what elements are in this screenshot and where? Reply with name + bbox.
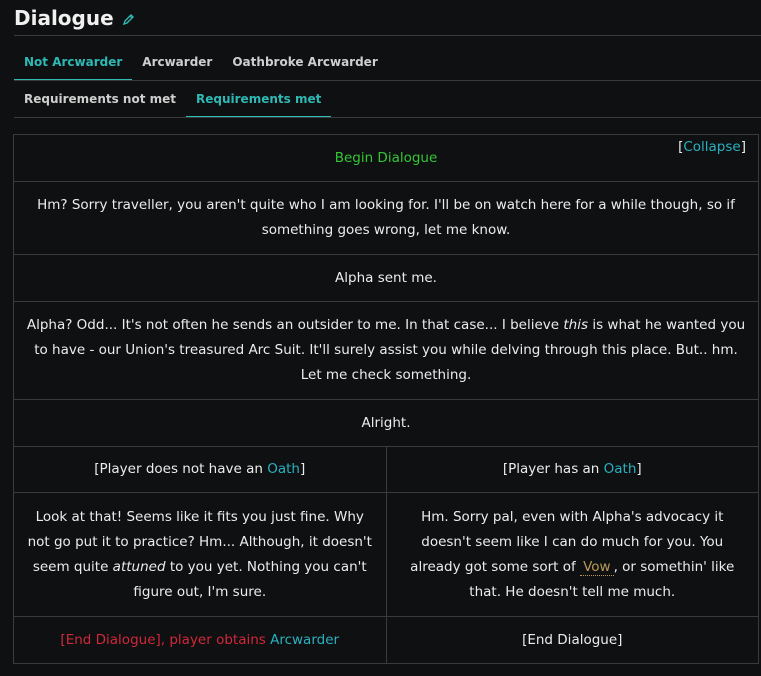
oath-link[interactable]: Oath xyxy=(603,461,637,477)
tab-requirements-met[interactable]: Requirements met xyxy=(186,81,331,117)
collapse-toggle[interactable] xyxy=(678,135,746,160)
collapse-button[interactable]: Collapse xyxy=(683,139,741,155)
bracket-close: ] xyxy=(740,139,746,155)
npc-text-emphasis: attuned xyxy=(112,558,166,575)
page-title: Dialogue xyxy=(14,6,114,30)
edit-link-icon[interactable] xyxy=(122,11,136,25)
tabs-secondary xyxy=(14,81,331,117)
divider xyxy=(14,117,761,118)
tab-arcwarder[interactable]: Arcwarder xyxy=(142,55,213,69)
tab-requirements-not-met[interactable]: Requirements not met xyxy=(24,92,177,106)
branch-has-oath-end: [End Dialogue] xyxy=(386,617,759,664)
branch-label: [Player has an xyxy=(502,461,604,477)
npc-text: is what he wanted you to have - our Union's treasured Arc Suit. It'll surely assist you while delving through this place. But.. hm. Let me check something. xyxy=(34,317,746,383)
dialogue-row xyxy=(14,400,759,447)
dialogue-table xyxy=(13,134,759,664)
dialogue-row xyxy=(14,182,759,255)
oath-link[interactable]: Oath xyxy=(267,461,300,477)
npc-text-emphasis: this xyxy=(563,317,589,333)
branch-no-oath-header xyxy=(14,447,387,493)
branch-end-row xyxy=(14,617,759,664)
npc-line: Hm? Sorry traveller, you aren't quite who I am looking for. I'll be on watch here for a while though, so if something goes wrong, let me know. xyxy=(14,182,759,255)
npc-text: Hm. Sorry pal, even with Alpha's advocacy it doesn't seem like I can do much for you. You already got some sort of xyxy=(410,508,724,575)
tabs-primary xyxy=(14,44,388,80)
dialogue-row xyxy=(14,255,759,302)
branch-no-oath-text xyxy=(14,493,387,617)
begin-dialogue-cell xyxy=(14,135,759,182)
npc-text: to you yet. Nothing you can't figure out, I'm sure. xyxy=(133,558,367,600)
npc-text: Look at that! Seems like it fits you just fine. Why not go put it to practice? Hm... Although, it doesn't seem quite xyxy=(27,508,372,575)
dialogue-row xyxy=(14,302,759,400)
vow-link[interactable]: Vow xyxy=(580,559,614,576)
bracket-open: [ xyxy=(678,139,684,155)
divider xyxy=(14,35,761,36)
end-dialogue-label: [End Dialogue], player obtains xyxy=(60,631,271,648)
player-line: Alright. xyxy=(14,400,759,447)
dialogue-header-row xyxy=(14,135,759,182)
branch-label: [Player does not have an xyxy=(94,461,268,477)
npc-text: Alpha? Odd... It's not often he sends an outsider to me. In that case... I believe xyxy=(26,317,564,333)
branch-label: ] xyxy=(636,461,642,477)
branch-label: ] xyxy=(299,461,306,477)
branch-no-oath-end xyxy=(14,617,387,664)
arcwarder-link[interactable]: Arcwarder xyxy=(270,631,340,648)
npc-text: , or somethin' like that. He doesn't tell me much. xyxy=(469,558,735,600)
branch-has-oath-text xyxy=(386,493,759,617)
tab-oathbroke-arcwarder[interactable]: Oathbroke Arcwarder xyxy=(232,55,378,69)
npc-line xyxy=(14,302,759,400)
branch-text-row xyxy=(14,493,759,617)
tab-not-arcwarder[interactable]: Not Arcwarder xyxy=(14,44,132,80)
branch-has-oath-header xyxy=(386,447,759,493)
player-line: Alpha sent me. xyxy=(14,255,759,302)
begin-dialogue-label: Begin Dialogue xyxy=(334,149,438,166)
branch-header-row xyxy=(14,447,759,493)
page-header xyxy=(14,4,136,32)
